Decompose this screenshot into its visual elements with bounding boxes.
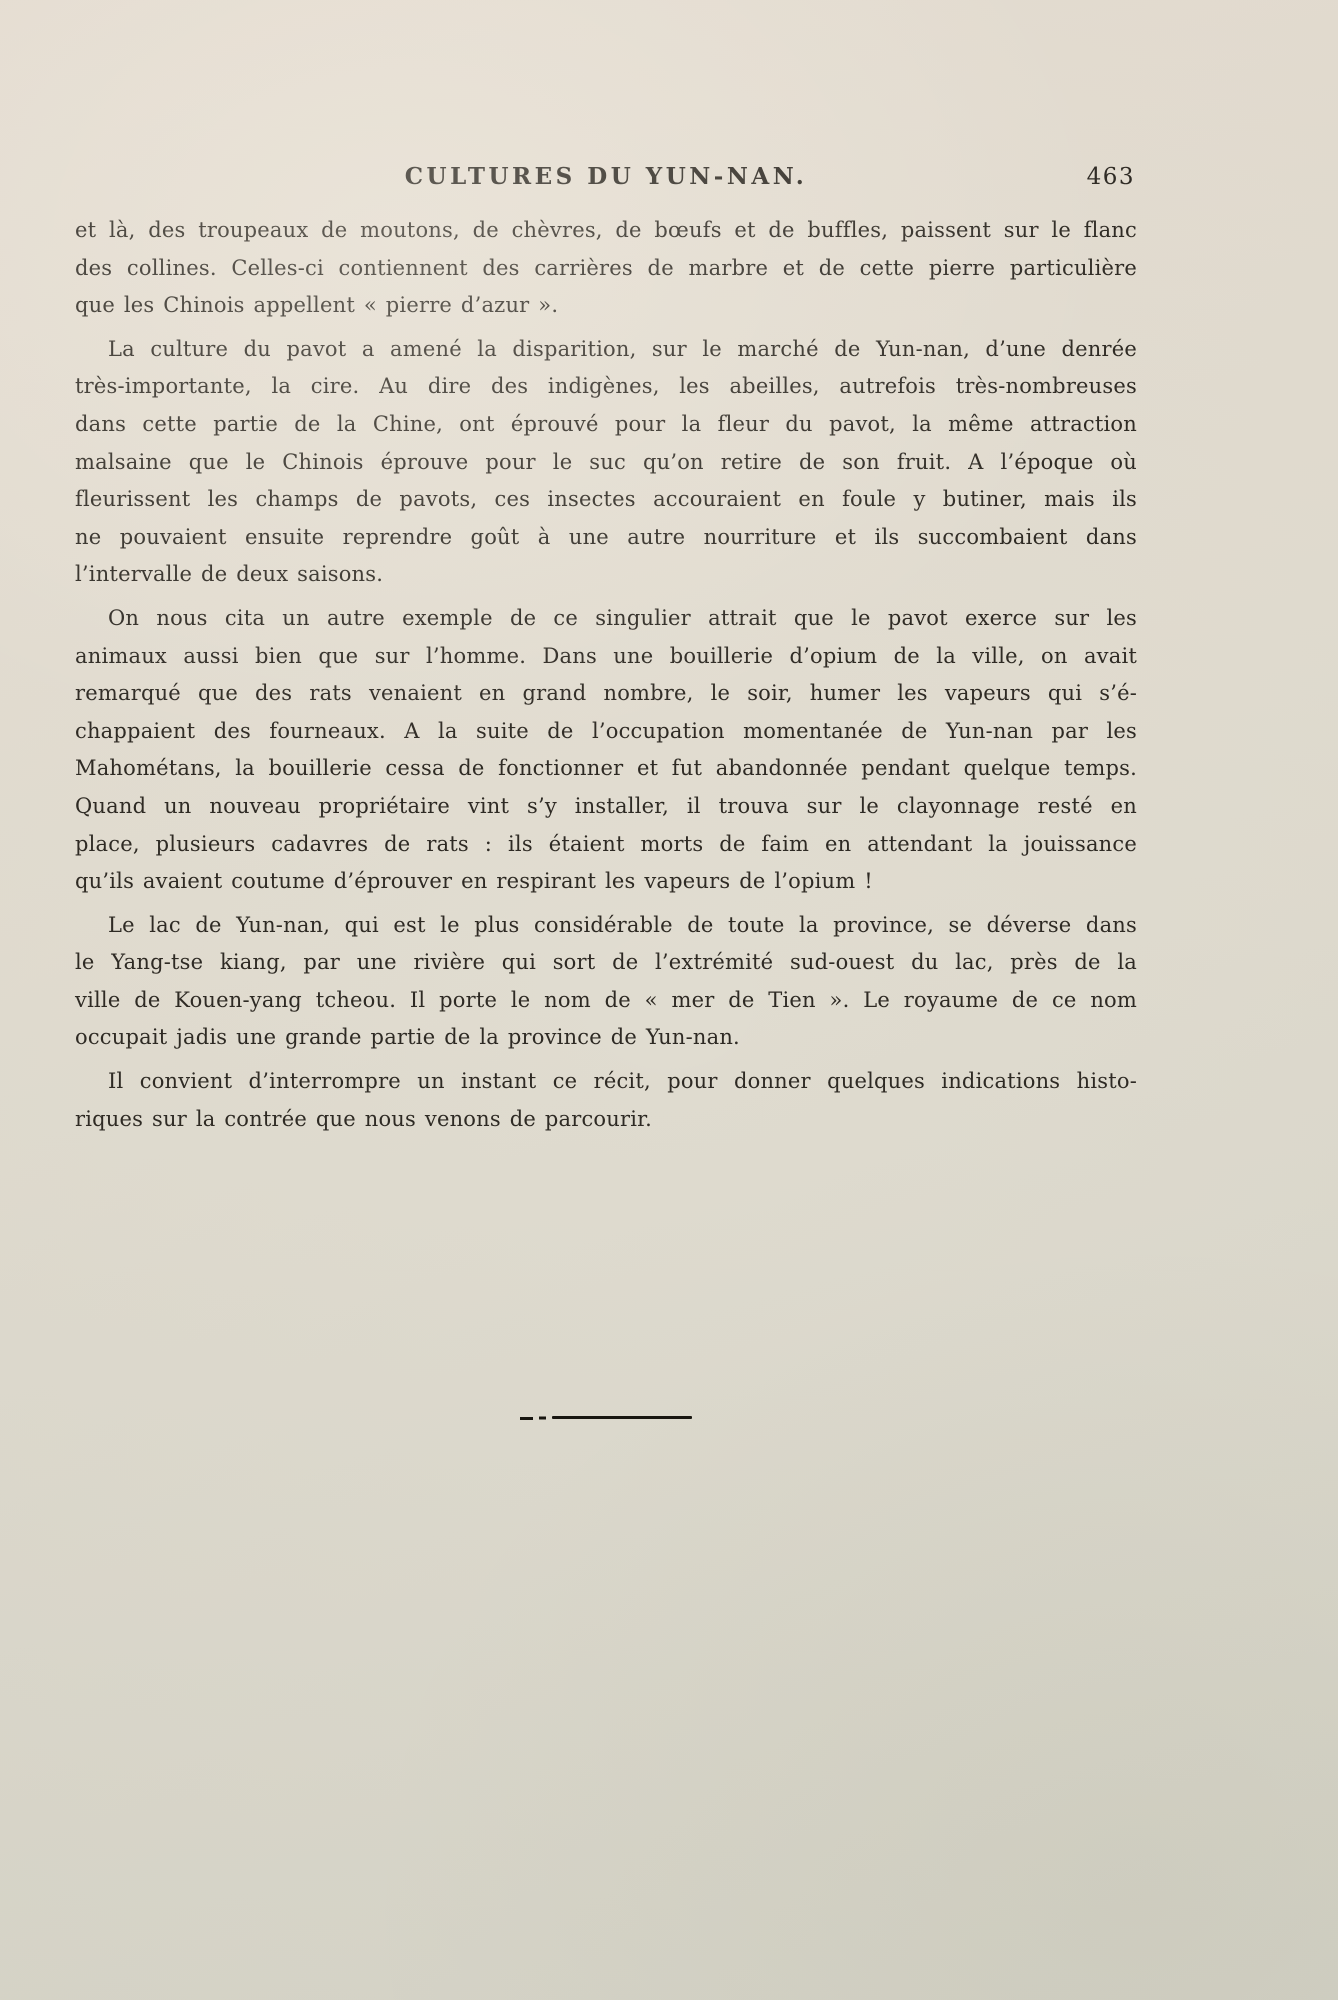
- text-line: l’intervalle de deux saisons.: [75, 562, 384, 587]
- text-line: dans cette partie de la Chine, ont éprouvé pour la fleur du pavot, la même attraction: [75, 411, 1137, 436]
- text-line: Quand un nouveau propriétaire vint s’y installer, il trouva sur le clayonnage resté en: [75, 793, 1137, 818]
- paragraph: [75, 331, 1137, 594]
- text-line: et là, des troupeaux de moutons, de chèvres, de bœufs et de buffles, paissent sur le flanc: [75, 218, 1137, 242]
- text-line: fleurissent les champs de pavots, ces insectes accouraient en foule y butiner, mais ils: [75, 487, 1137, 512]
- text-line: occupait jadis une grande partie de la province de Yun-nan.: [75, 1025, 740, 1050]
- text-line: riques sur la contrée que nous venons de parcourir.: [75, 1106, 652, 1131]
- text-line: malsaine que le Chinois éprouve pour le suc qu’on retire de son fruit. A l’époque où: [75, 449, 1137, 474]
- text-line: le Yang-tse kiang, par une rivière qui sort de l’extrémité sud-ouest du lac, près de la: [75, 950, 1137, 975]
- paragraph: [75, 907, 1137, 1057]
- paragraph: [75, 1063, 1137, 1138]
- text-line: animaux aussi bien que sur l’homme. Dans une bouillerie d’opium de la ville, on avait: [75, 643, 1137, 668]
- text-line: ville de Kouen-yang tcheou. Il porte le nom de « mer de Tien ». Le royaume de ce nom: [75, 987, 1137, 1012]
- divider-dash: [520, 1417, 533, 1420]
- paragraph: [75, 212, 1137, 325]
- text-line: que les Chinois appellent « pierre d’azur ».: [75, 293, 559, 318]
- running-title: CULTURES DU YUN-NAN.: [404, 163, 808, 190]
- text-line: Il convient d’interrompre un instant ce récit, pour donner quelques indications histo-: [108, 1069, 1137, 1094]
- text-line: ne pouvaient ensuite reprendre goût à une autre nourriture et ils succombaient dans: [75, 524, 1137, 549]
- text-block: [75, 212, 1137, 1144]
- text-line: Le lac de Yun-nan, qui est le plus considérable de toute la province, se déverse dans: [108, 912, 1137, 937]
- text-line: des collines. Celles-ci contiennent des carrières de marbre et de cette pierre particulière: [75, 255, 1137, 280]
- page-number: 463: [1086, 164, 1135, 190]
- text-line: chappaient des fourneaux. A la suite de l’occupation momentanée de Yun-nan par les: [75, 718, 1137, 743]
- text-line: qu’ils avaient coutume d’éprouver en respirant les vapeurs de l’opium !: [75, 869, 873, 894]
- divider-dash: [539, 1417, 546, 1420]
- divider-rule: [552, 1416, 692, 1419]
- text-line: place, plusieurs cadavres de rats : ils étaient morts de faim en attendant la jouissance: [75, 831, 1137, 856]
- text-line: La culture du pavot a amené la disparition, sur le marché de Yun-nan, d’une denrée: [108, 336, 1137, 361]
- text-line: remarqué que des rats venaient en grand nombre, le soir, humer les vapeurs qui s’é-: [75, 681, 1137, 706]
- text-line: Mahométans, la bouillerie cessa de fonctionner et fut abandonnée pendant quelque temps.: [75, 756, 1137, 781]
- paragraph: [75, 600, 1137, 901]
- text-line: très-importante, la cire. Au dire des indigènes, les abeilles, autrefois très-nombreuses: [75, 374, 1137, 399]
- page-header: [75, 160, 1137, 194]
- text-line: On nous cita un autre exemple de ce singulier attrait que le pavot exerce sur les: [108, 605, 1137, 630]
- section-divider: [75, 1416, 1137, 1419]
